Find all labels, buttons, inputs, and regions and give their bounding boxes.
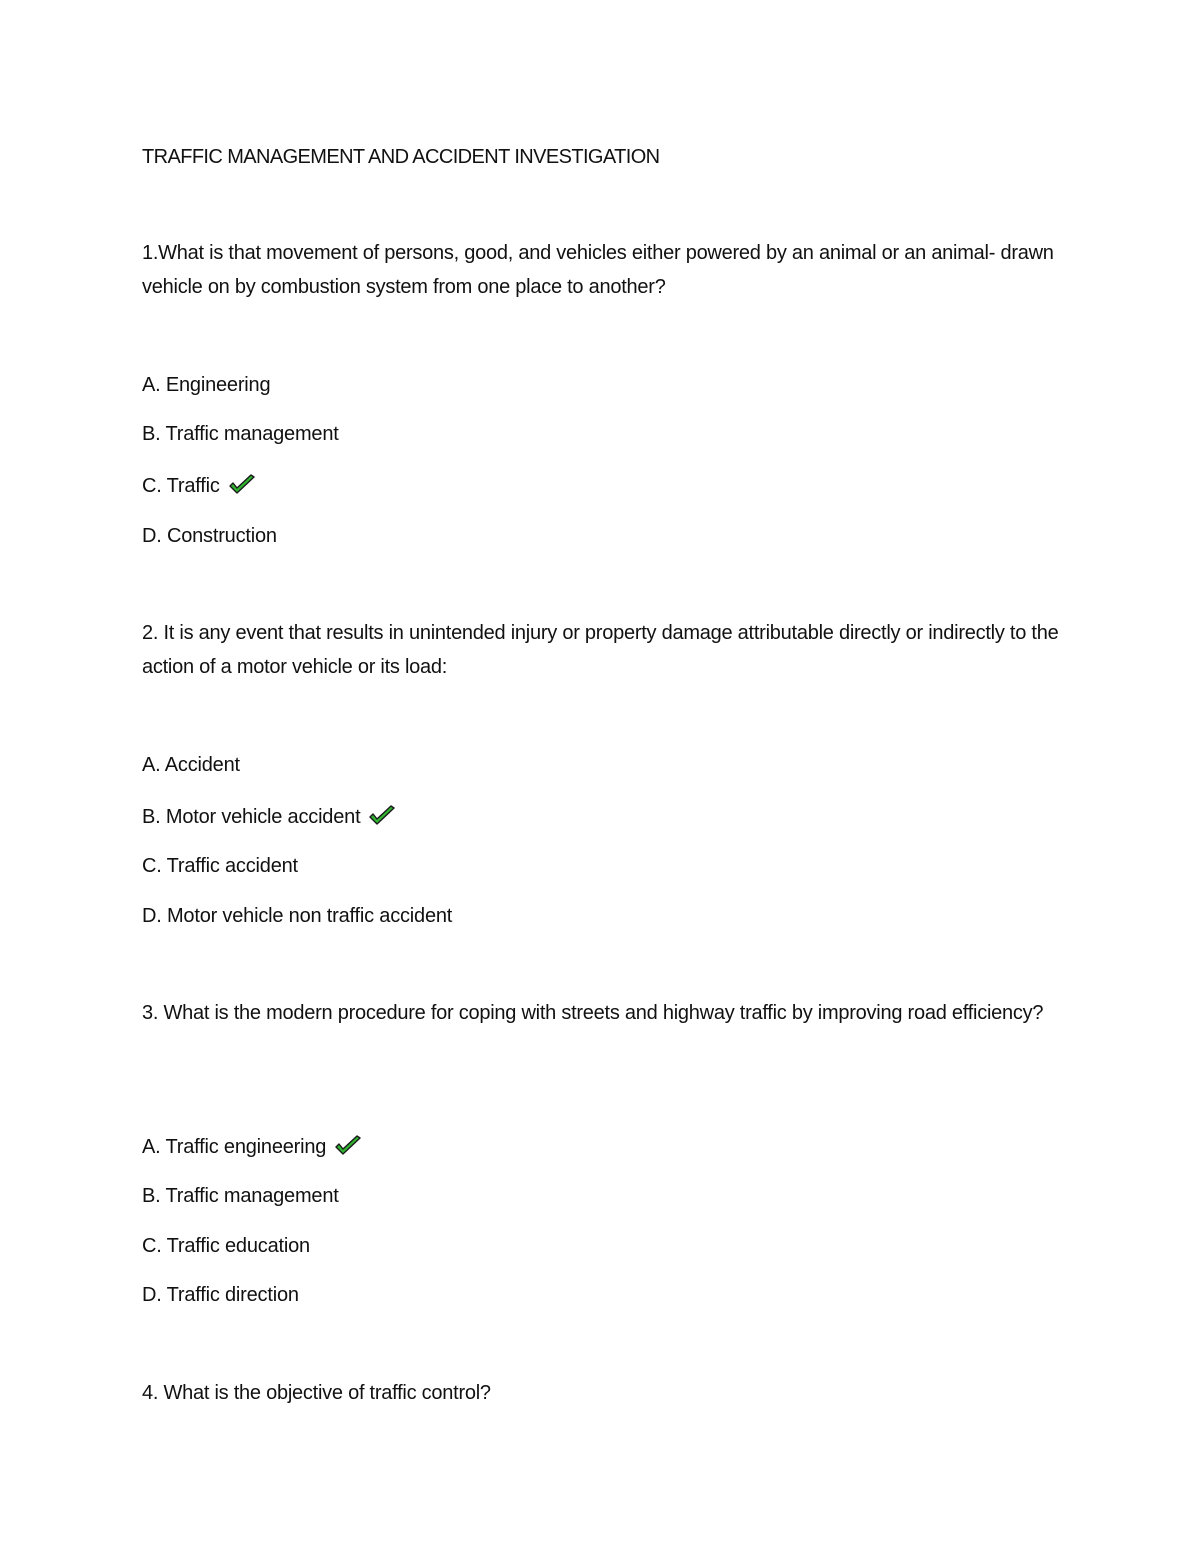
question-1-option-a	[142, 371, 270, 399]
checkmark-icon	[228, 474, 256, 498]
document-title: TRAFFIC MANAGEMENT AND ACCIDENT INVESTIGATION	[142, 146, 660, 168]
question-1-option-b	[142, 420, 339, 448]
question-1-option-c	[142, 472, 256, 500]
question-3-option-c	[142, 1232, 310, 1260]
question-2-text: 2. It is any event that results in unintended injury or property damage attributable directly or indirectly to the action of a motor vehicle or its load:	[142, 622, 1059, 678]
question-2-option-d	[142, 902, 452, 930]
option-label: D. Traffic direction	[142, 1284, 299, 1306]
question-2-option-c	[142, 852, 298, 880]
option-label: D. Motor vehicle non traffic accident	[142, 905, 453, 927]
checkmark-icon	[368, 805, 396, 829]
question-3-option-a	[142, 1133, 362, 1161]
question-3-option-b	[142, 1182, 339, 1210]
option-label: A. Engineering	[142, 374, 271, 396]
checkmark-icon	[334, 1135, 362, 1159]
option-label: C. Traffic education	[142, 1235, 310, 1257]
option-label: A. Traffic engineering	[142, 1136, 327, 1158]
option-label: C. Traffic	[142, 475, 220, 497]
question-4-text: 4. What is the objective of traffic control?	[142, 1382, 491, 1404]
option-label: C. Traffic accident	[142, 855, 298, 877]
option-label: B. Motor vehicle accident	[142, 806, 361, 828]
option-label: B. Traffic management	[142, 423, 339, 445]
question-2-option-a	[142, 751, 240, 779]
option-label: A. Accident	[142, 754, 240, 776]
question-3-option-d	[142, 1281, 299, 1309]
question-2-option-b	[142, 803, 396, 831]
option-label: D. Construction	[142, 525, 277, 547]
option-label: B. Traffic management	[142, 1185, 339, 1207]
question-1-text: 1.What is that movement of persons, good, and vehicles either powered by an animal or an animal- drawn vehicle on by combustion system from one place to another?	[142, 242, 1054, 298]
question-1-option-d	[142, 522, 277, 550]
question-3-text: 3. What is the modern procedure for coping with streets and highway traffic by improving road efficiency?	[142, 1002, 1044, 1024]
